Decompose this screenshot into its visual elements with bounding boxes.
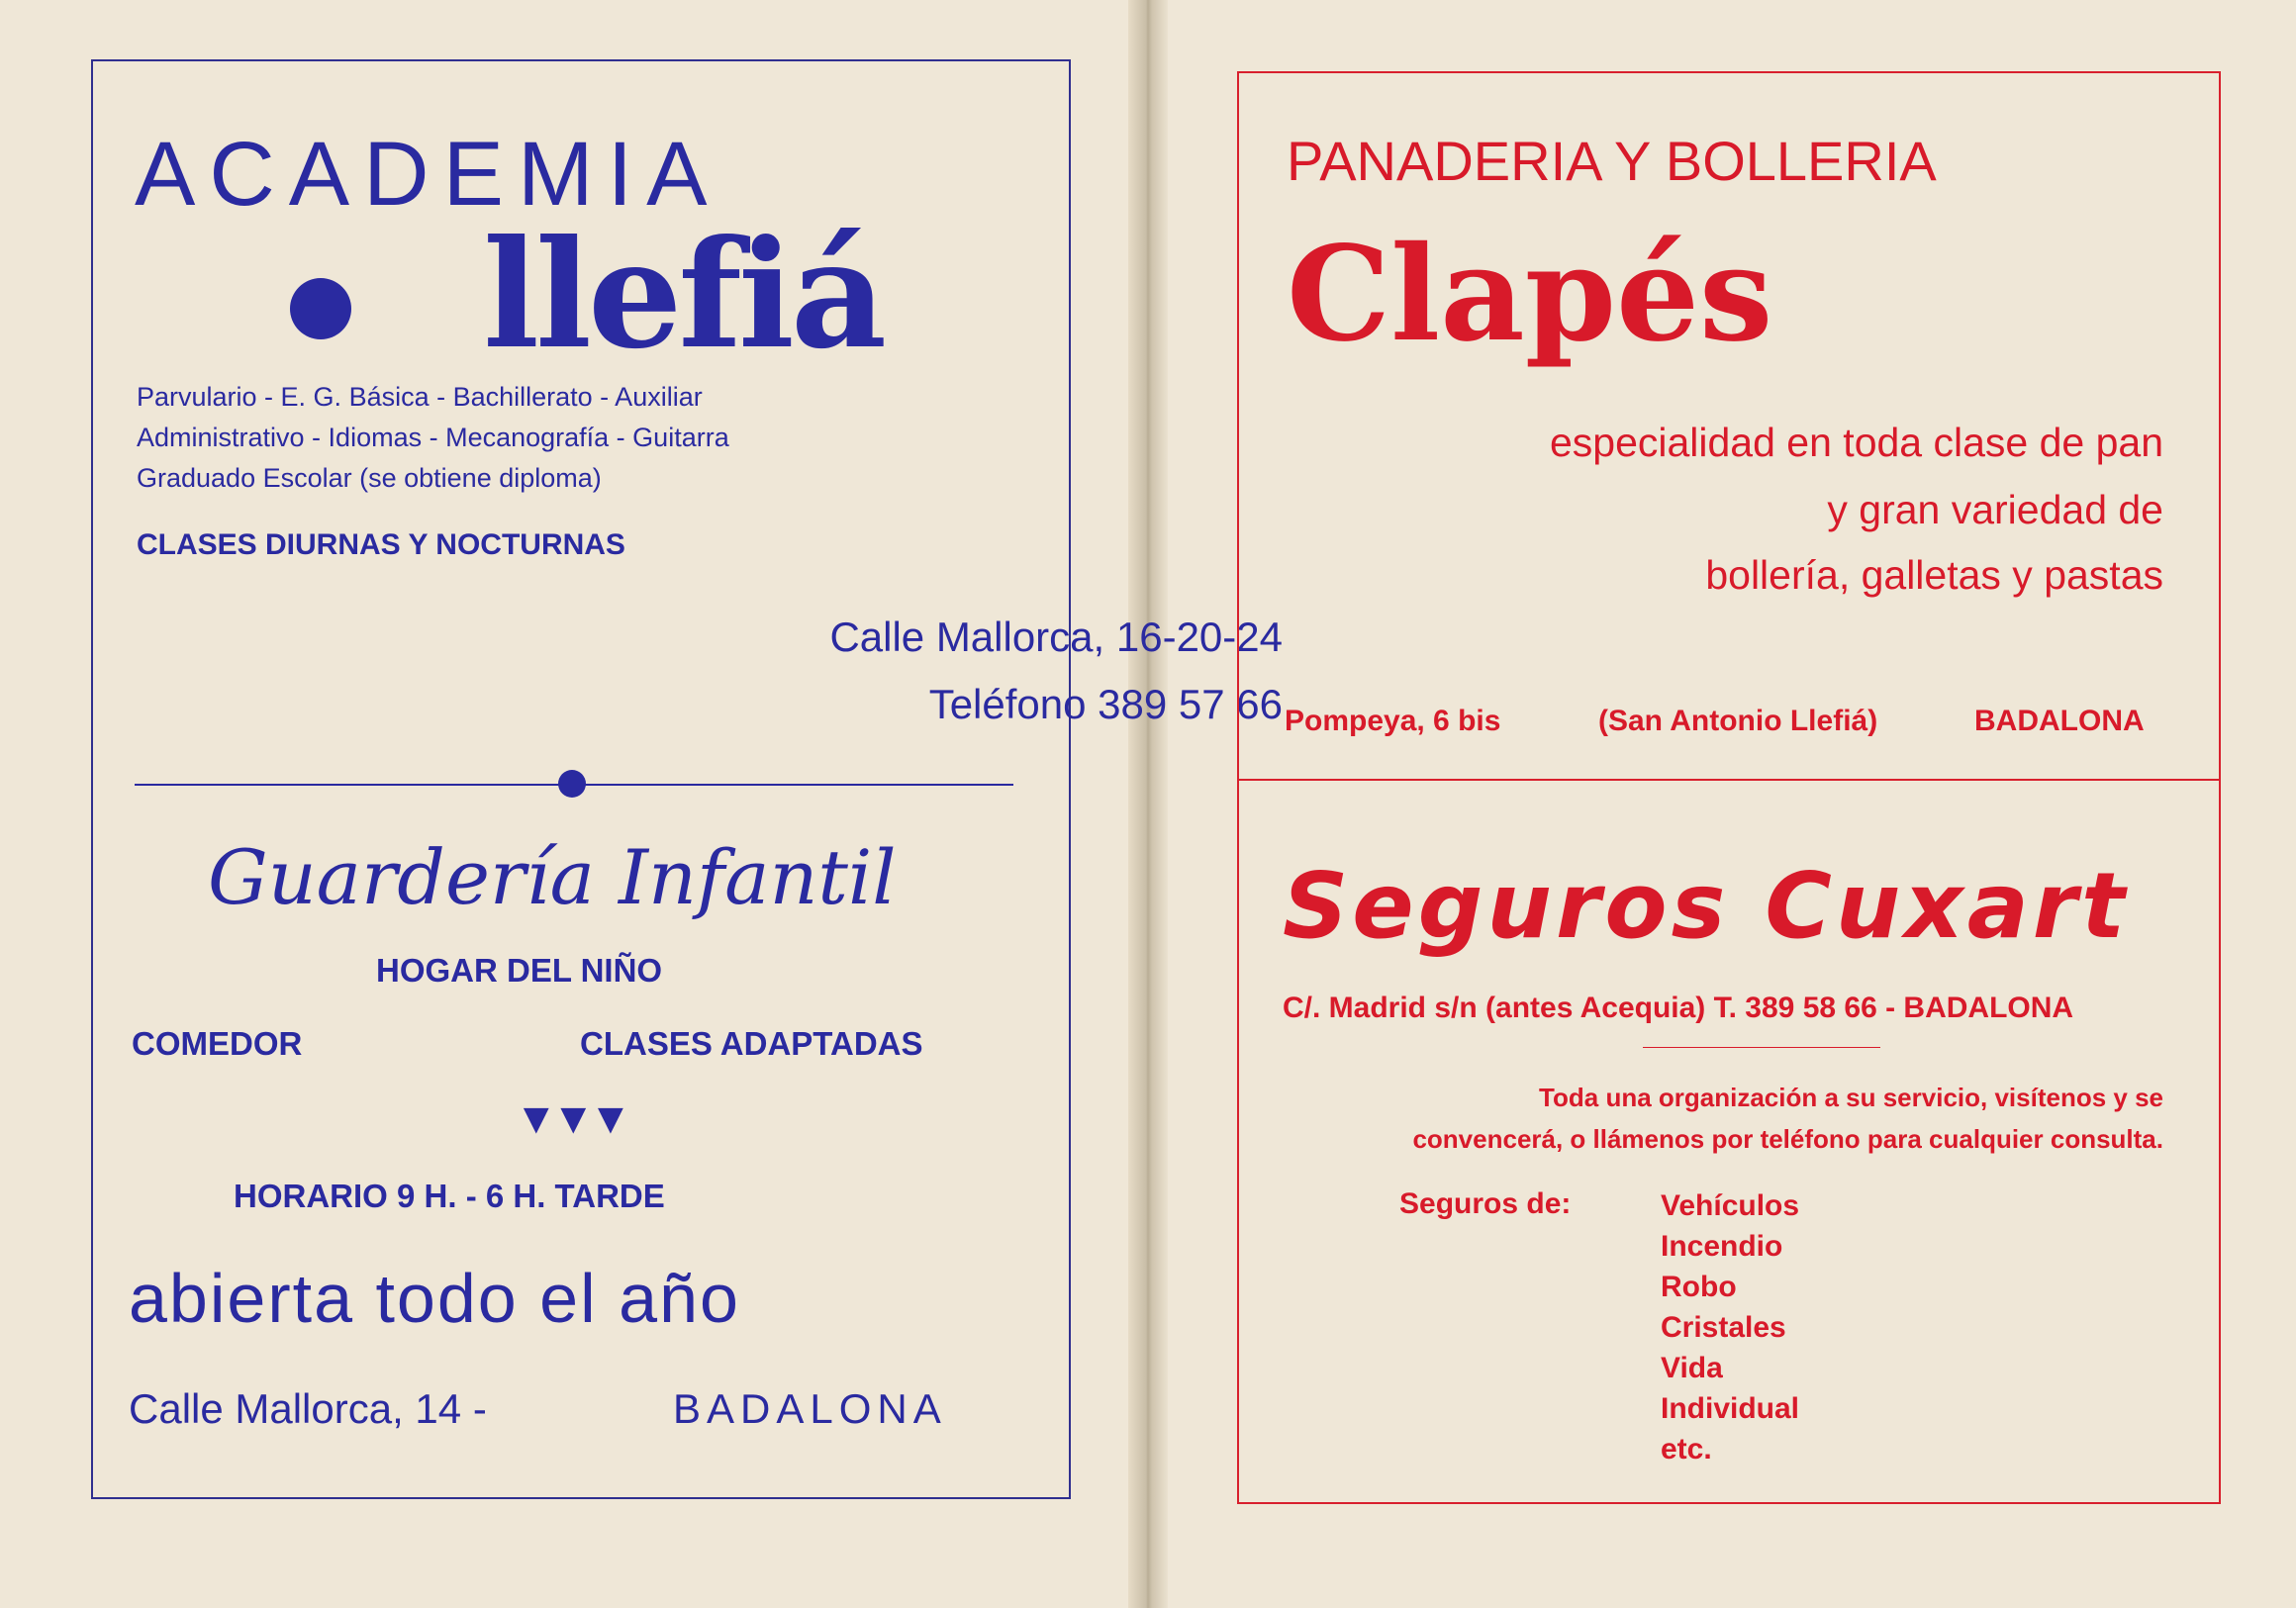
- list-item: Individual: [1661, 1392, 1800, 1425]
- guarderia-horario: HORARIO 9 H. - 6 H. TARDE: [234, 1178, 665, 1214]
- divider-dot-icon: [558, 770, 586, 798]
- courses-line-2: Administrativo - Idiomas - Mecanografía - Guitarra: [137, 423, 729, 452]
- seguros-types-list: [1661, 1185, 1799, 1469]
- list-item: Incendio: [1661, 1230, 1783, 1263]
- panaderia-city: BADALONA: [1974, 705, 2145, 737]
- list-item: Cristales: [1661, 1311, 1786, 1344]
- panaderia-street: Pompeya, 6 bis: [1285, 705, 1501, 737]
- list-item: Vehículos: [1661, 1189, 1800, 1222]
- guarderia-comedor: COMEDOR: [132, 1025, 303, 1062]
- right-section-divider: [1237, 779, 2219, 781]
- academia-name: llefiá: [483, 208, 884, 382]
- panaderia-line-3: bollería, galletas y pastas: [1705, 552, 2163, 598]
- seguros-tagline-2: convencerá, o llámenos por teléfono para cualquier consulta.: [1412, 1124, 2163, 1154]
- guarderia-city: BADALONA: [673, 1385, 947, 1432]
- courses-line-3: Graduado Escolar (se obtiene diploma): [137, 463, 602, 493]
- academia-heading: ACADEMIA: [135, 124, 721, 225]
- list-item: Vida: [1661, 1352, 1723, 1384]
- panaderia-heading: PANADERIA Y BOLLERIA: [1287, 130, 1937, 192]
- guarderia-abierta: abierta todo el año: [129, 1260, 740, 1337]
- seguros-label: Seguros de:: [1399, 1187, 1572, 1220]
- seguros-tagline-1: Toda una organización a su servicio, visítenos y se: [1539, 1083, 2163, 1112]
- list-item: etc.: [1661, 1433, 1712, 1466]
- address-underline: [1643, 1047, 1880, 1048]
- panaderia-name: Clapés: [1287, 218, 1773, 371]
- seguros-title: Seguros Cuxart: [1283, 853, 2130, 959]
- courses-line-1: Parvulario - E. G. Básica - Bachillerato - Auxiliar: [137, 382, 703, 412]
- list-item: Robo: [1661, 1271, 1737, 1303]
- academia-phone: Teléfono 389 57 66: [928, 681, 1283, 727]
- panaderia-line-1: especialidad en toda clase de pan: [1549, 420, 2163, 465]
- book-gutter: [1128, 0, 1168, 1608]
- guarderia-logo-icon: ▼▼▼: [515, 1094, 626, 1143]
- panaderia-district: (San Antonio Llefiá): [1598, 705, 1878, 737]
- bullet-dot-icon: [290, 278, 351, 339]
- panaderia-line-2: y gran variedad de: [1827, 487, 2163, 532]
- guarderia-address: Calle Mallorca, 14 -: [129, 1385, 487, 1432]
- guarderia-subtitle: HOGAR DEL NIÑO: [376, 952, 663, 989]
- guarderia-title: Guardería Infantil: [208, 833, 897, 921]
- academia-address: Calle Mallorca, 16-20-24: [829, 614, 1283, 660]
- guarderia-clases: CLASES ADAPTADAS: [580, 1025, 923, 1062]
- academia-schedule: CLASES DIURNAS Y NOCTURNAS: [137, 528, 625, 561]
- seguros-address: C/. Madrid s/n (antes Acequia) T. 389 58 66 - BADALONA: [1283, 992, 2074, 1024]
